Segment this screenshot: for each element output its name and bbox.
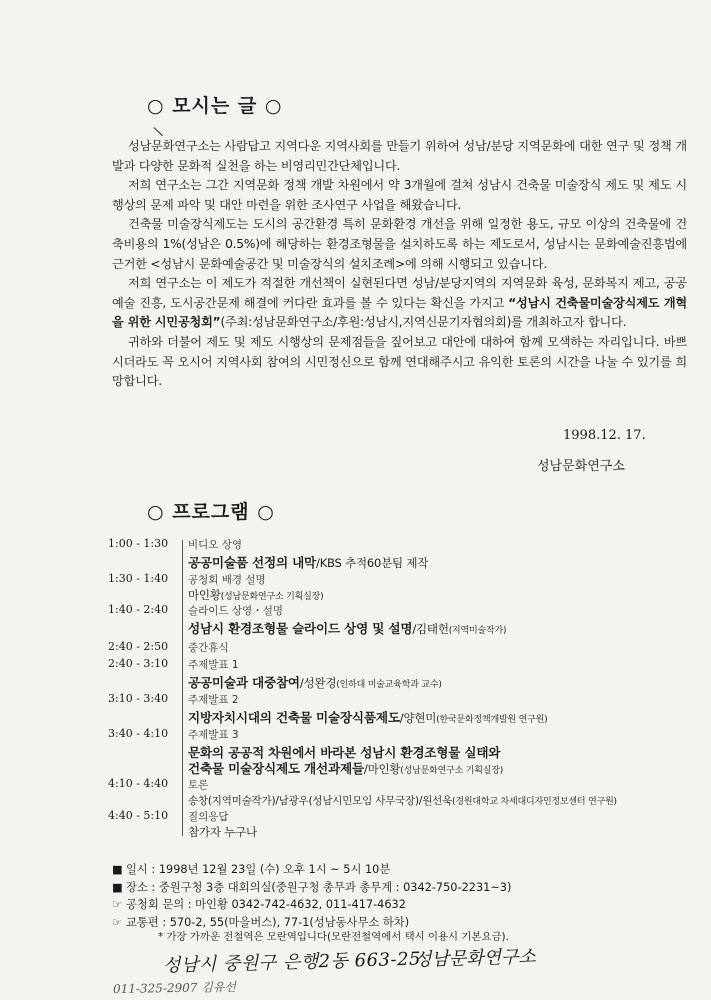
row-speaker: 송창(지역미술작가)/남광우(성남시민모임 사무국장)/원선욱 [188, 795, 453, 807]
row-affiliation: (지역미술작가) [448, 626, 507, 636]
info-text: 일시 : 1998년 12월 23일 (수) 오후 1시 ~ 5시 10분 [126, 863, 391, 876]
row-time: 1:40 - 2:40 [108, 603, 169, 616]
row-description [188, 552, 428, 571]
row-speaker: /성완경 [299, 676, 337, 690]
paragraph-3: 건축물 미술장식제도는 도시의 공간환경 특히 문화환경 개선을 위해 일정한 용도, 규모 이상의 건축물에 건축비용의 1%(성남은 0.5%)에 해당하는 환경조형물을 설치하도록 하는 제도로서, 성남시는 문화예술진흥법에 근거한 <성남시 문화예술공간 및 미술장식의 설치조례>에 의해 시행되고 있습니다. [112, 217, 687, 271]
row-title: 공공미술품 선정의 내막 [188, 555, 317, 570]
row-title: 건축물 미술장식제도 개선과제들 [188, 761, 364, 776]
row-description [188, 792, 617, 808]
row-time: 2:40 - 2:50 [108, 640, 169, 653]
row-description [188, 672, 442, 691]
row-description [188, 587, 323, 603]
row-title: 지방자치시대의 건축물 미술장식품제도 [188, 710, 400, 725]
row-affiliation: (성남문화연구소 기획실장) [220, 592, 324, 602]
pointing-hand-icon: ☞ [112, 898, 123, 911]
info-text: 교통편 : 570-2, 55(마을버스), 77-1(성남동사무소 하차) [126, 915, 410, 929]
row-speaker: /KBS 추적60분팀 제작 [316, 556, 429, 570]
row-time: 2:40 - 3:10 [108, 657, 169, 670]
paragraph-4-tail: (주최:성남문화연구소/후원:성남시,지역신문기자협의회)를 개최하고자 합니다. [220, 315, 627, 330]
pen-tick-mark: \ [152, 123, 165, 141]
row-category: 슬라이드 상영・설명 [188, 605, 283, 617]
row-category: 비디오 상영 [188, 539, 243, 551]
row-affiliation: (한국문화정책개발원 연구원) [436, 715, 548, 725]
square-bullet-icon: ■ [112, 863, 123, 876]
row-title: 공공미술과 대중참여 [188, 675, 300, 690]
hearing-title: “성남시 건축물미술장식제도 개혁을 위한 시민공청회” [112, 295, 687, 330]
schedule-divider [182, 540, 183, 836]
row-category: 주제발표 3 [188, 729, 239, 741]
row-title: 성남시 환경조형물 슬라이드 상영 및 설명 [188, 621, 413, 636]
program-heading: ○ 프로그램 ○ [147, 501, 275, 523]
invitation-heading: ○ 모시는 글 ○ [147, 95, 283, 117]
row-affiliation: (인하대 미술교육학과 교수) [336, 680, 442, 690]
row-affiliation: (경원대학교 차세대디자인정보센터 연구원) [452, 797, 617, 807]
paragraph-2: 저희 연구소는 그간 지역문화 정책 개발 차원에서 약 3개월에 걸쳐 성남시 건축물 미술장식 제도 및 제도 시행상의 문제 파악 및 대안 마련을 위한 조사연구 사업을 해왔습니다. [112, 178, 687, 212]
row-category: 주제발표 1 [188, 659, 239, 671]
row-category: 토론 [188, 779, 209, 791]
row-category: 공청회 배경 설명 [188, 574, 266, 586]
paragraph-5: 귀하와 더불어 제도 및 제도 시행상의 문제점들을 짚어보고 대안에 대하여 함께 모색하는 자리입니다. 바쁘시더라도 꼭 오시어 지역사회 참여의 시민정신으로 함께 연대해주시고 유익한 토론의 시간을 나눌 수 있기를 희망합니다. [112, 334, 687, 389]
row-speaker: 참가자 누구나 [188, 825, 257, 839]
info-item-venue [112, 879, 511, 897]
row-category: 주제발표 2 [188, 694, 239, 706]
handwritten-address: 성남시 중원구 은행2동 663-25 [162, 948, 422, 977]
transport-note: * 가장 가까운 전철역은 모란역입니다(모란전철역에서 택시 이용시 기본요금). [158, 931, 509, 943]
row-description: 문화의 공공적 차원에서 바라본 성남시 환경조형물 실태와 [188, 745, 501, 760]
info-item-contact [112, 896, 511, 914]
row-speaker: 마인황 [188, 588, 221, 602]
row-time: 4:10 - 4:40 [108, 777, 169, 790]
info-text: 공청회 문의 : 마인황 0342-742-4632, 011-417-4632 [126, 898, 406, 911]
pointing-hand-icon: ☞ [112, 915, 123, 929]
letter-signature: 성남문화연구소 [537, 459, 625, 474]
row-description [188, 707, 547, 726]
row-speaker: /김태헌 [412, 622, 449, 636]
row-time: 3:10 - 3:40 [108, 692, 169, 705]
row-time: 4:40 - 5:10 [108, 809, 169, 822]
paragraph-4 [112, 274, 687, 333]
square-bullet-icon: ■ [112, 880, 123, 894]
event-info-list [112, 861, 511, 931]
info-item-date [112, 861, 511, 879]
handwritten-phone: 011-325-2907 김유선 [112, 979, 237, 997]
letter-date: 1998.12. 17. [563, 428, 646, 443]
invitation-body [112, 137, 687, 392]
row-description [188, 618, 506, 637]
row-category: 중간휴식 [188, 642, 229, 654]
row-description [188, 824, 257, 840]
row-time: 1:00 - 1:30 [108, 537, 169, 550]
row-speaker: /마인황 [363, 762, 401, 776]
row-time: 1:30 - 1:40 [108, 572, 169, 585]
handwritten-org: 성남문화연구소 [413, 946, 537, 971]
row-time: 3:40 - 4:10 [108, 727, 169, 740]
row-affiliation: (성남문화연구소 기획실장) [400, 766, 504, 776]
paragraph-1: 성남문화연구소는 사람답고 지역다운 지역사회를 만들기 위하여 성남/분당 지역문화에 대한 연구 및 정책 개발과 다양한 문화적 실천을 하는 비영리민간단체입니다. [112, 139, 687, 173]
info-text: 장소 : 중원구청 3층 대회의실(중원구청 총무과 총무계 : 0342-750-2231~3) [126, 880, 512, 894]
row-category: 질의응답 [188, 811, 229, 823]
paragraph-4-lead: 저희 연구소는 이 제도가 적절한 개선책이 실현된다면 성남/분당지역의 지역문화 육성, 문화복지 제고, 공공예술 진흥, 도시공간문제 해결에 커다란 효과를 볼 수 있다는 확신을 가지고 [112, 276, 687, 310]
row-description-continued [188, 758, 503, 777]
row-speaker: /양현미 [399, 711, 437, 725]
